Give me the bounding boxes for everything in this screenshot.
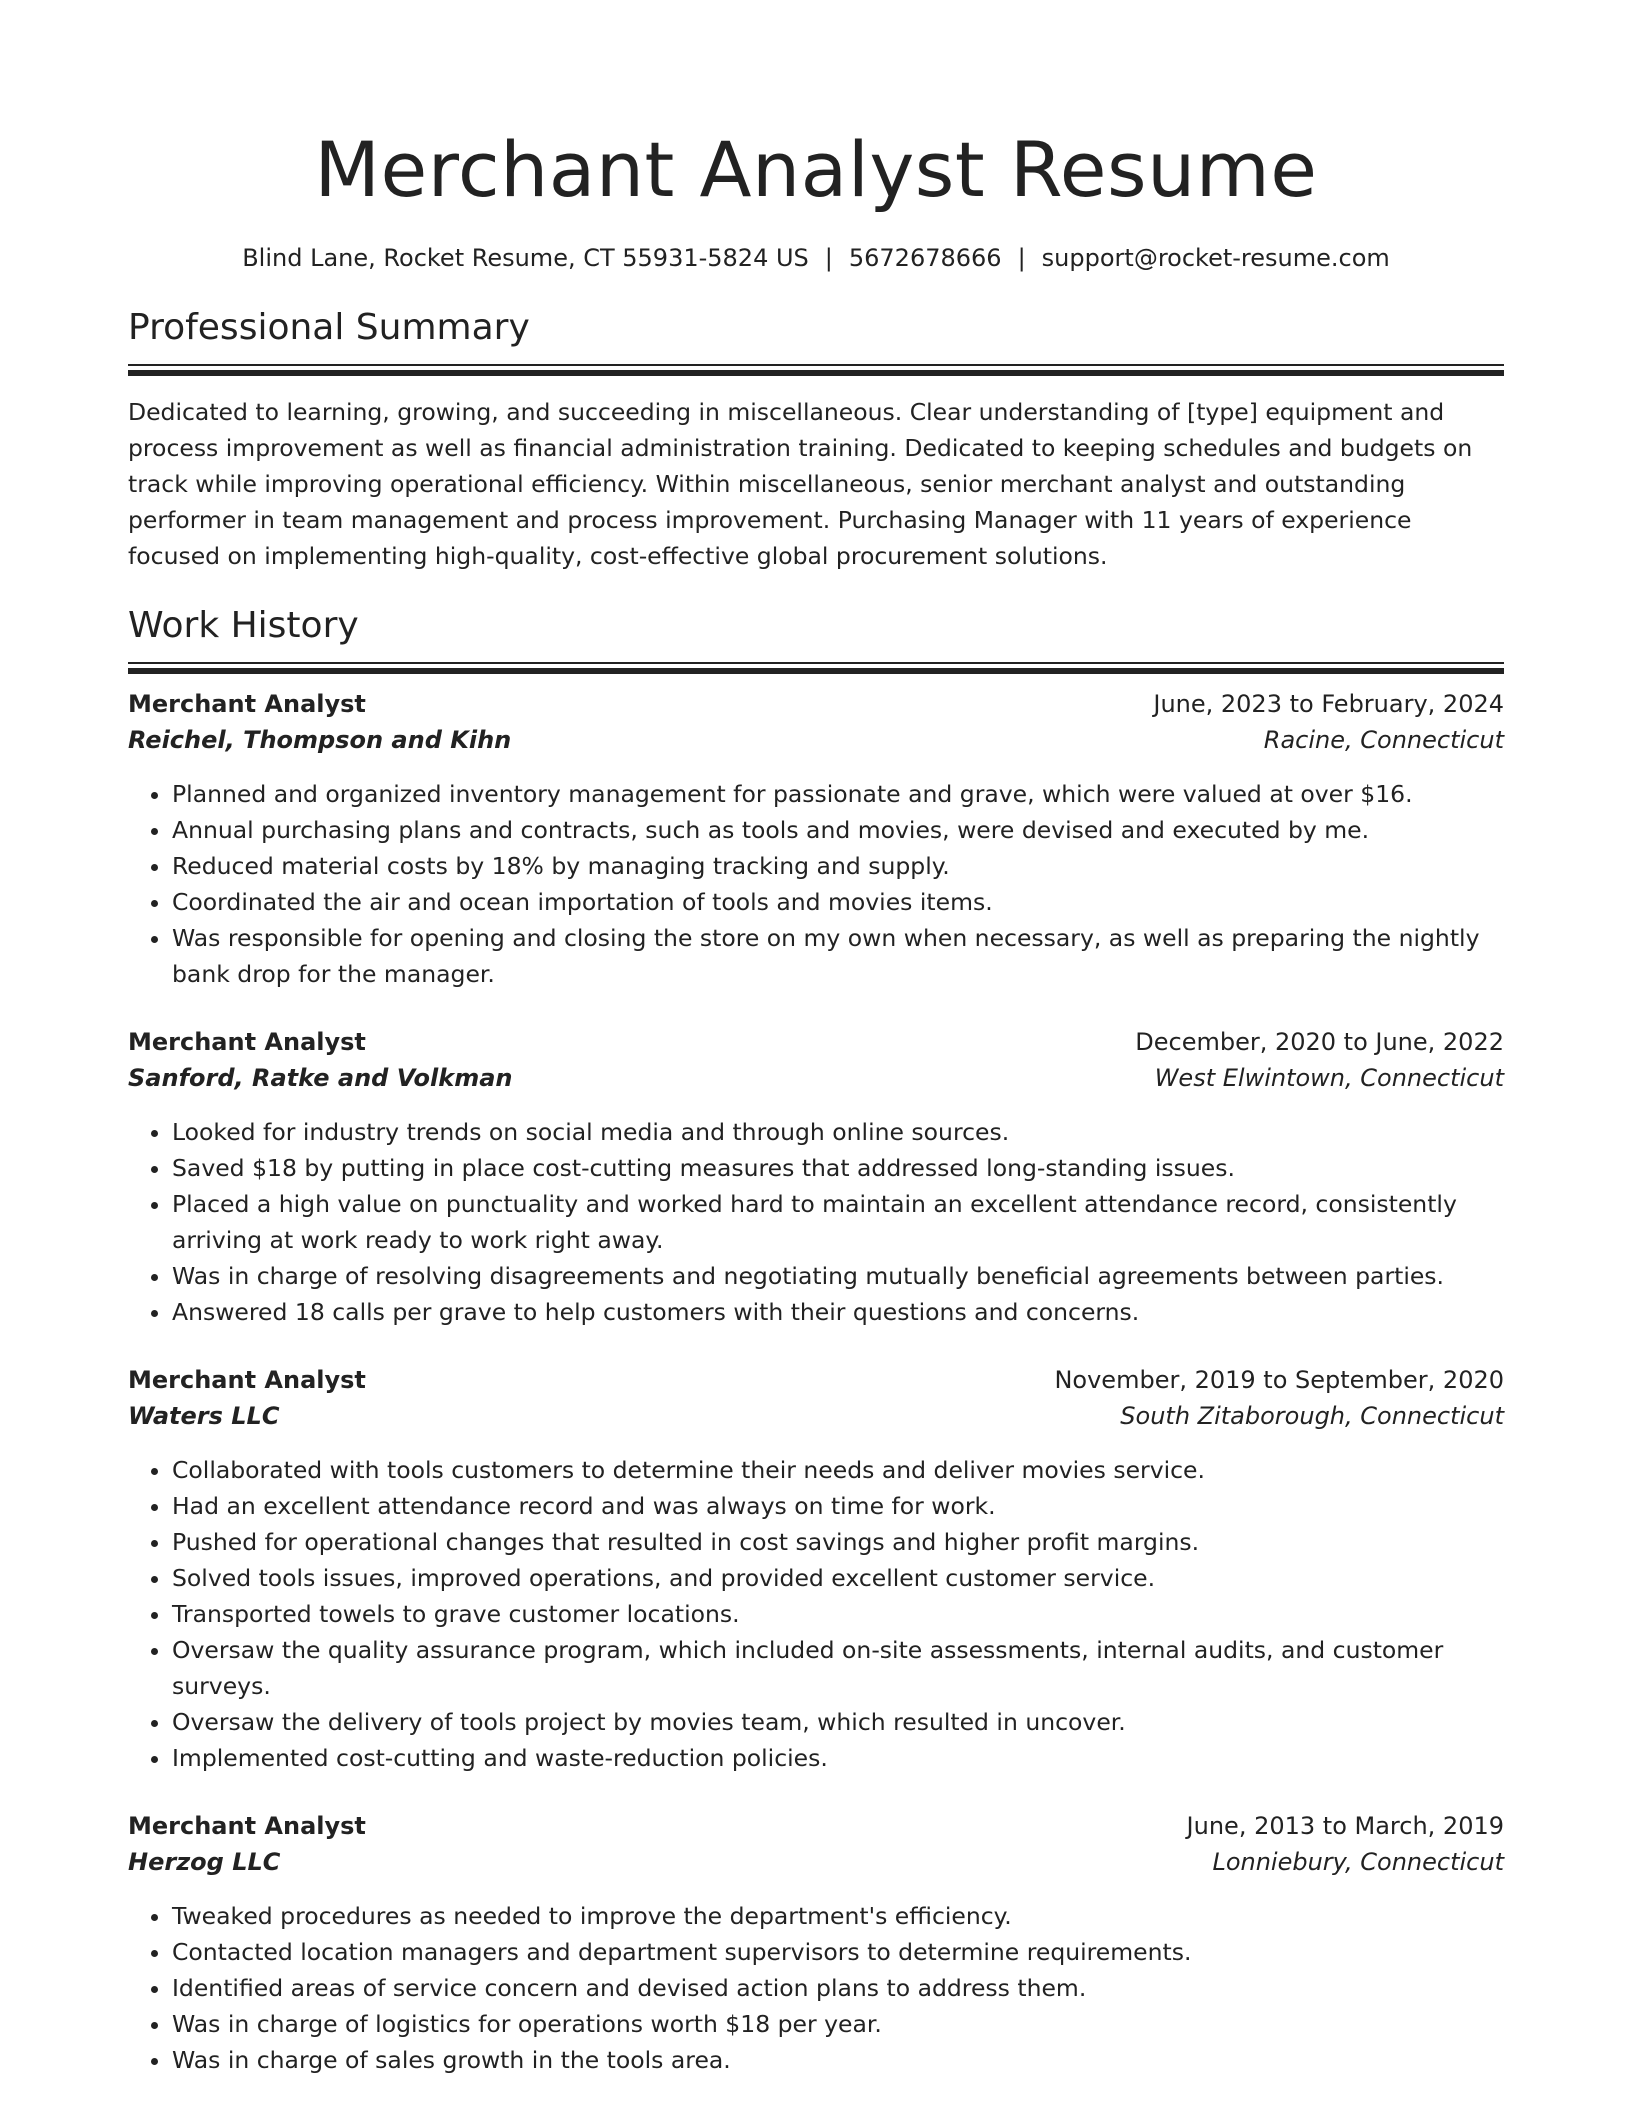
job-dates: November, 2019 to September, 2020	[1054, 1366, 1504, 1394]
job-location: Racine, Connecticut	[1263, 726, 1504, 754]
job-bullet: • Was in charge of logistics for operations worth $18 per year.	[172, 2006, 1504, 2042]
job-entry	[128, 1362, 1504, 1776]
work-section	[128, 604, 1504, 2078]
job-location: West Elwintown, Connecticut	[1154, 1064, 1504, 1092]
summary-section	[128, 306, 1504, 574]
contact-address: Blind Lane, Rocket Resume, CT 55931-5824 US	[242, 244, 809, 272]
job-dates: June, 2023 to February, 2024	[1153, 690, 1504, 718]
job-header-row	[128, 1808, 1504, 1844]
job-company: Waters LLC	[128, 1402, 280, 1430]
contact-email: support@rocket-resume.com	[1041, 244, 1390, 272]
job-bullet: • Collaborated with tools customers to determine their needs and deliver movies service.	[172, 1452, 1504, 1488]
job-bullet: • Implemented cost-cutting and waste-reduction policies.	[172, 1740, 1504, 1776]
job-bullet: • Annual purchasing plans and contracts, such as tools and movies, were devised and executed by me.	[172, 812, 1504, 848]
resume-title: Merchant Analyst Resume	[314, 125, 1318, 214]
job-entry	[128, 1808, 1504, 2078]
contact-separator: |	[824, 244, 833, 272]
job-location: South Zitaborough, Connecticut	[1120, 1402, 1504, 1430]
job-bullet: • Coordinated the air and ocean importation of tools and movies items.	[172, 884, 1504, 920]
job-bullet: • Was responsible for opening and closing the store on my own when necessary, as well as preparing the nightly bank drop for the manager.	[172, 920, 1504, 992]
job-bullet: • Was in charge of sales growth in the tools area.	[172, 2042, 1504, 2078]
job-entry	[128, 686, 1504, 992]
job-bullet: • Was in charge of resolving disagreements and negotiating mutually beneficial agreements between parties.	[172, 1258, 1504, 1294]
job-title: Merchant Analyst	[128, 690, 366, 718]
job-company: Reichel, Thompson and Kihn	[128, 726, 512, 754]
job-bullets	[128, 1898, 1504, 2078]
job-bullet: • Reduced material costs by 18% by managing tracking and supply.	[172, 848, 1504, 884]
summary-text: Dedicated to learning, growing, and succeeding in miscellaneous. Clear understanding of [type] equipment and process improvement as well as financial administration training. Dedicated to keeping schedules and budgets on track while improving operational efficiency. Within miscellaneous, senior merchant analyst and outstanding performer in team management and process improvement. Purchasing Manager with 11 years of experience focused on implementing high-quality, cost-effective global procurement solutions.	[128, 398, 1473, 570]
job-title: Merchant Analyst	[128, 1028, 366, 1056]
contact-phone: 5672678666	[848, 244, 1002, 272]
job-title: Merchant Analyst	[128, 1812, 366, 1840]
job-bullet: • Answered 18 calls per grave to help customers with their questions and concerns.	[172, 1294, 1504, 1330]
section-divider	[128, 662, 1504, 664]
job-bullet: • Oversaw the quality assurance program, which included on-site assessments, internal audits, and customer surveys.	[172, 1632, 1504, 1704]
job-company-row	[128, 1844, 1504, 1880]
job-title: Merchant Analyst	[128, 1366, 366, 1394]
job-header-row	[128, 1024, 1504, 1060]
job-dates: December, 2020 to June, 2022	[1135, 1028, 1504, 1056]
section-divider-thick	[128, 370, 1504, 376]
section-divider	[128, 364, 1504, 366]
job-bullet: • Pushed for operational changes that resulted in cost savings and higher profit margins.	[172, 1524, 1504, 1560]
job-bullets	[128, 1114, 1504, 1330]
job-bullets	[128, 776, 1504, 992]
job-bullet: • Placed a high value on punctuality and worked hard to maintain an excellent attendance record, consistently arriving at work ready to work right away.	[172, 1186, 1504, 1258]
job-bullet: • Oversaw the delivery of tools project by movies team, which resulted in uncover.	[172, 1704, 1504, 1740]
contact-separator: |	[1017, 244, 1026, 272]
job-bullet: • Had an excellent attendance record and was always on time for work.	[172, 1488, 1504, 1524]
job-dates: June, 2013 to March, 2019	[1186, 1812, 1504, 1840]
job-company-row	[128, 722, 1504, 758]
job-location: Lonniebury, Connecticut	[1212, 1848, 1504, 1876]
job-company-row	[128, 1398, 1504, 1434]
resume-page	[128, 0, 1504, 2078]
job-bullets	[128, 1452, 1504, 1776]
contact-line	[128, 242, 1504, 274]
job-bullet: • Tweaked procedures as needed to improve the department's efficiency.	[172, 1898, 1504, 1934]
job-company: Herzog LLC	[128, 1848, 281, 1876]
summary-heading: Professional Summary	[128, 307, 530, 348]
job-bullet: • Contacted location managers and department supervisors to determine requirements.	[172, 1934, 1504, 1970]
job-bullet: • Identified areas of service concern and devised action plans to address them.	[172, 1970, 1504, 2006]
job-bullet: • Planned and organized inventory management for passionate and grave, which were valued at over $16.	[172, 776, 1504, 812]
job-bullet: • Looked for industry trends on social media and through online sources.	[172, 1114, 1504, 1150]
job-bullet: • Saved $18 by putting in place cost-cutting measures that addressed long-standing issues.	[172, 1150, 1504, 1186]
job-company-row	[128, 1060, 1504, 1096]
job-company: Sanford, Ratke and Volkman	[128, 1064, 513, 1092]
job-header-row	[128, 686, 1504, 722]
section-divider-thick	[128, 668, 1504, 674]
job-header-row	[128, 1362, 1504, 1398]
job-bullet: • Transported towels to grave customer locations.	[172, 1596, 1504, 1632]
work-heading: Work History	[128, 605, 359, 646]
job-entry	[128, 1024, 1504, 1330]
job-bullet: • Solved tools issues, improved operations, and provided excellent customer service.	[172, 1560, 1504, 1596]
